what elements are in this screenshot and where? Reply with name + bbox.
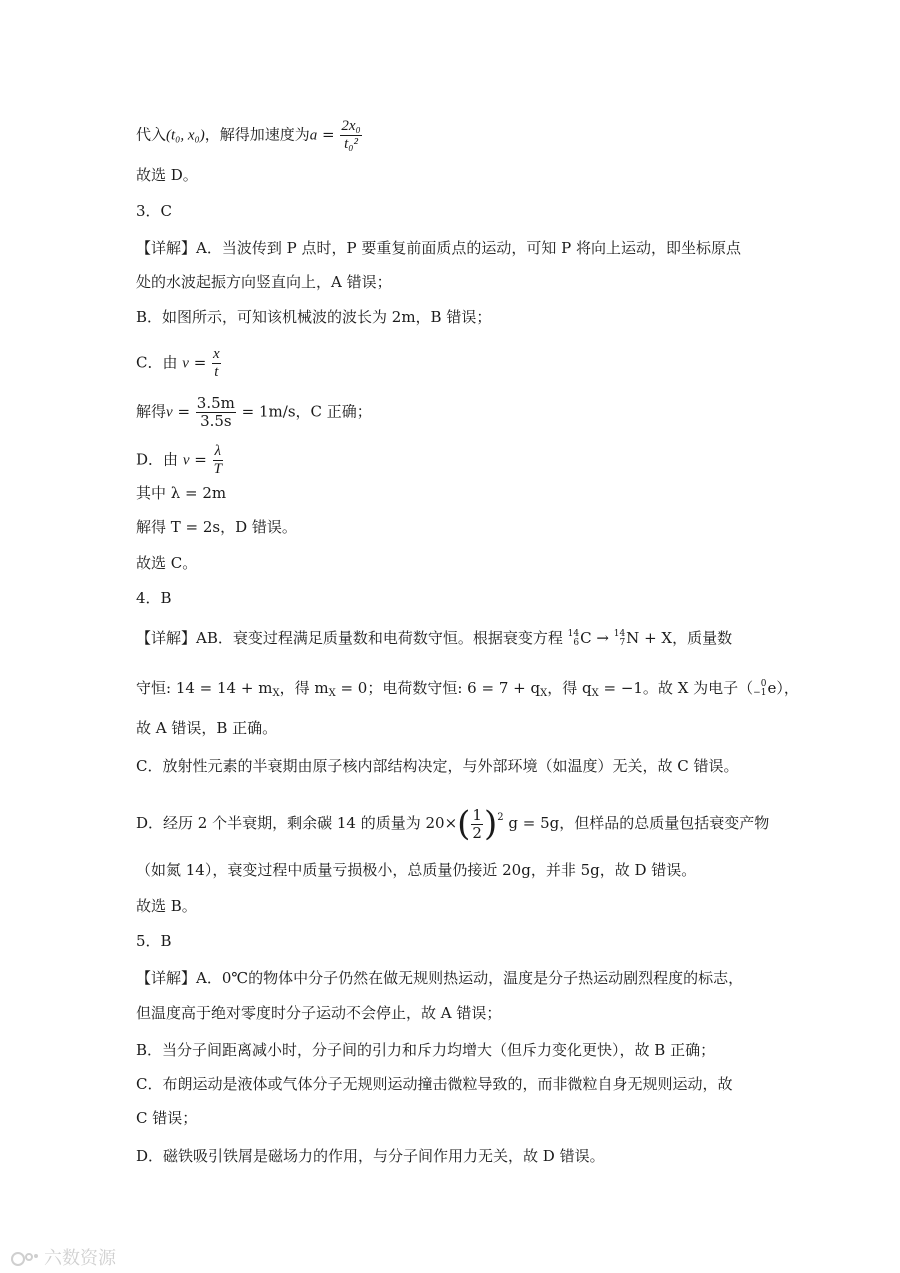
- text-run: D．经历 2 个半衰期，剩余碳 14 的质量为 20×: [136, 814, 458, 832]
- q4-detail-d-mass: [136, 800, 769, 842]
- fraction-numerator: x: [213, 346, 220, 362]
- q3-detail-a2: 处的水波起振方向竖直向上，A 错误；: [136, 273, 392, 291]
- text-run: = 0；电荷数守恒: 6 = 7 + q: [340, 679, 541, 697]
- fraction-speed: [196, 395, 236, 430]
- text-run: ，得 q: [547, 679, 592, 697]
- mass-number: 14: [613, 629, 626, 639]
- fraction-denominator: t₀²: [344, 136, 359, 152]
- question-3-answer: 3．C: [136, 202, 173, 220]
- text-run: 代入: [136, 125, 167, 144]
- q5-detail-c2: C 错误；: [136, 1109, 198, 1127]
- q5-detail-b: B．当分子间距离减小时，分子间的引力和斥力均增大（但斥力变化更快），故 B 正确；: [136, 1041, 716, 1059]
- answer-choice-c: 故选 C。: [136, 554, 198, 572]
- fraction-numerator: 1: [472, 805, 482, 824]
- mass-number: 0: [760, 679, 767, 689]
- math-var: v: [166, 404, 173, 421]
- question-5-answer: 5．B: [136, 932, 172, 950]
- nitrogen-isotope-index: [614, 630, 625, 648]
- atomic-number: 6: [573, 638, 580, 648]
- answer-line-acceleration: 代入(t₀, x₀)，解得加速度为a = $\frac{\text{2x₀}}{\text{t₀²}}$: [136, 118, 361, 152]
- q3-detail-c-result: 解得v = $\frac{3.5m}{3.5s}$ = 1m/s，C 正确；: [136, 394, 372, 430]
- text-run: C．由: [136, 353, 178, 372]
- subscript: X: [272, 688, 280, 699]
- fraction-acceleration: [340, 118, 361, 153]
- watermark-logo-icon: [10, 1250, 40, 1268]
- q5-detail-c1: C．布朗运动是液体或气体分子无规则运动撞击微粒导致的，而非微粒自身无规则运动，故: [136, 1075, 733, 1093]
- fraction-numerator: λ: [214, 443, 222, 459]
- q3-detail-d-lambda: 其中 λ = 2m: [136, 484, 227, 502]
- text-run: ，得 m: [279, 679, 329, 697]
- subscript: X: [540, 688, 548, 699]
- q4-detail-ab-equation: [136, 628, 732, 648]
- fraction-x-over-t: [212, 346, 221, 381]
- q5-detail-d: D．磁铁吸引铁屑是磁场力的作用，与分子间作用力无关，故 D 错误。: [136, 1147, 605, 1165]
- q3-detail-b: B．如图所示，可知该机械波的波长为 2m，B 错误；: [136, 308, 492, 326]
- fraction-numerator: 3.5m: [196, 394, 235, 412]
- text-run: g = 5g，但样品的总质量包括衰变产物: [508, 814, 770, 832]
- fraction-denominator: t: [214, 364, 219, 380]
- text-run: ，质量数: [672, 629, 733, 647]
- exponent: 2: [497, 812, 504, 823]
- fraction-denominator: 3.5s: [200, 412, 232, 430]
- subscript: X: [328, 688, 336, 699]
- q3-detail-c-formula: C．由 v = $\frac{x}{t}$: [136, 346, 220, 380]
- text-run: e），: [767, 679, 799, 697]
- mass-number: 14: [567, 629, 580, 639]
- math-point: (t₀, x₀): [166, 127, 205, 144]
- math-var: v: [182, 355, 189, 372]
- text-run: = 1m/s，C 正确；: [241, 402, 372, 421]
- fraction-lambda-over-t: [213, 443, 223, 478]
- right-paren: ): [483, 804, 498, 844]
- fraction-denominator: T: [213, 461, 222, 477]
- q4-detail-c: C．放射性元素的半衰期由原子核内部结构决定，与外部环境（如温度）无关，故 C 错误。: [136, 757, 739, 775]
- answer-choice-d: 故选 D。: [136, 166, 198, 184]
- q5-detail-a1: 【详解】A．0℃的物体中分子仍然在做无规则热运动，温度是分子热运动剧烈程度的标志，: [136, 969, 744, 987]
- question-4-answer: 4．B: [136, 589, 172, 607]
- math-var: a: [309, 127, 318, 144]
- element-symbol: N + X: [626, 629, 673, 647]
- text-run: 解得: [136, 402, 167, 421]
- left-paren: (: [457, 804, 471, 844]
- reaction-arrow: →: [596, 629, 609, 647]
- fraction-denominator: 2: [472, 823, 482, 842]
- text-run: 守恒: 14 = 14 + m: [136, 679, 273, 697]
- q3-detail-d-result: 解得 T = 2s，D 错误。: [136, 518, 297, 536]
- q4-detail-ab-conclusion: 故 A 错误，B 正确。: [136, 719, 278, 737]
- text-run: = −1。故 X 为电子（: [603, 679, 754, 697]
- fraction-numerator: 2x₀: [341, 118, 361, 134]
- q5-detail-a2: 但温度高于绝对零度时分子运动不会停止，故 A 错误；: [136, 1004, 502, 1022]
- electron-index: [753, 680, 766, 698]
- q3-detail-d-formula: D．由 v = $\frac{\lambda}{T}$: [136, 443, 222, 477]
- atomic-number: 7: [619, 638, 626, 648]
- watermark-text: 六数资源: [44, 1248, 116, 1269]
- q3-detail-a1: 【详解】A．当波传到 P 点时，P 要重复前面质点的运动，可知 P 将向上运动，即坐标原点: [136, 239, 741, 257]
- q4-detail-conservation: [136, 678, 799, 704]
- text-run: 【详解】AB．衰变过程满足质量数和电荷数守恒。根据衰变方程: [136, 629, 563, 647]
- subscript: X: [591, 688, 599, 699]
- element-symbol: C: [580, 629, 592, 647]
- charge-number: −1: [753, 688, 767, 698]
- text-run: D．由: [136, 450, 179, 469]
- carbon-isotope-index: [568, 630, 579, 648]
- answer-choice-b: 故选 B。: [136, 897, 197, 915]
- watermark: [10, 1244, 116, 1270]
- q4-detail-d-explanation: （如氮 14），衰变过程中质量亏损极小，总质量仍接近 20g，并非 5g，故 D 错误。: [136, 861, 697, 879]
- math-var: v: [182, 452, 190, 469]
- fraction-half: [471, 807, 483, 842]
- text-run: ，解得加速度为: [204, 125, 310, 144]
